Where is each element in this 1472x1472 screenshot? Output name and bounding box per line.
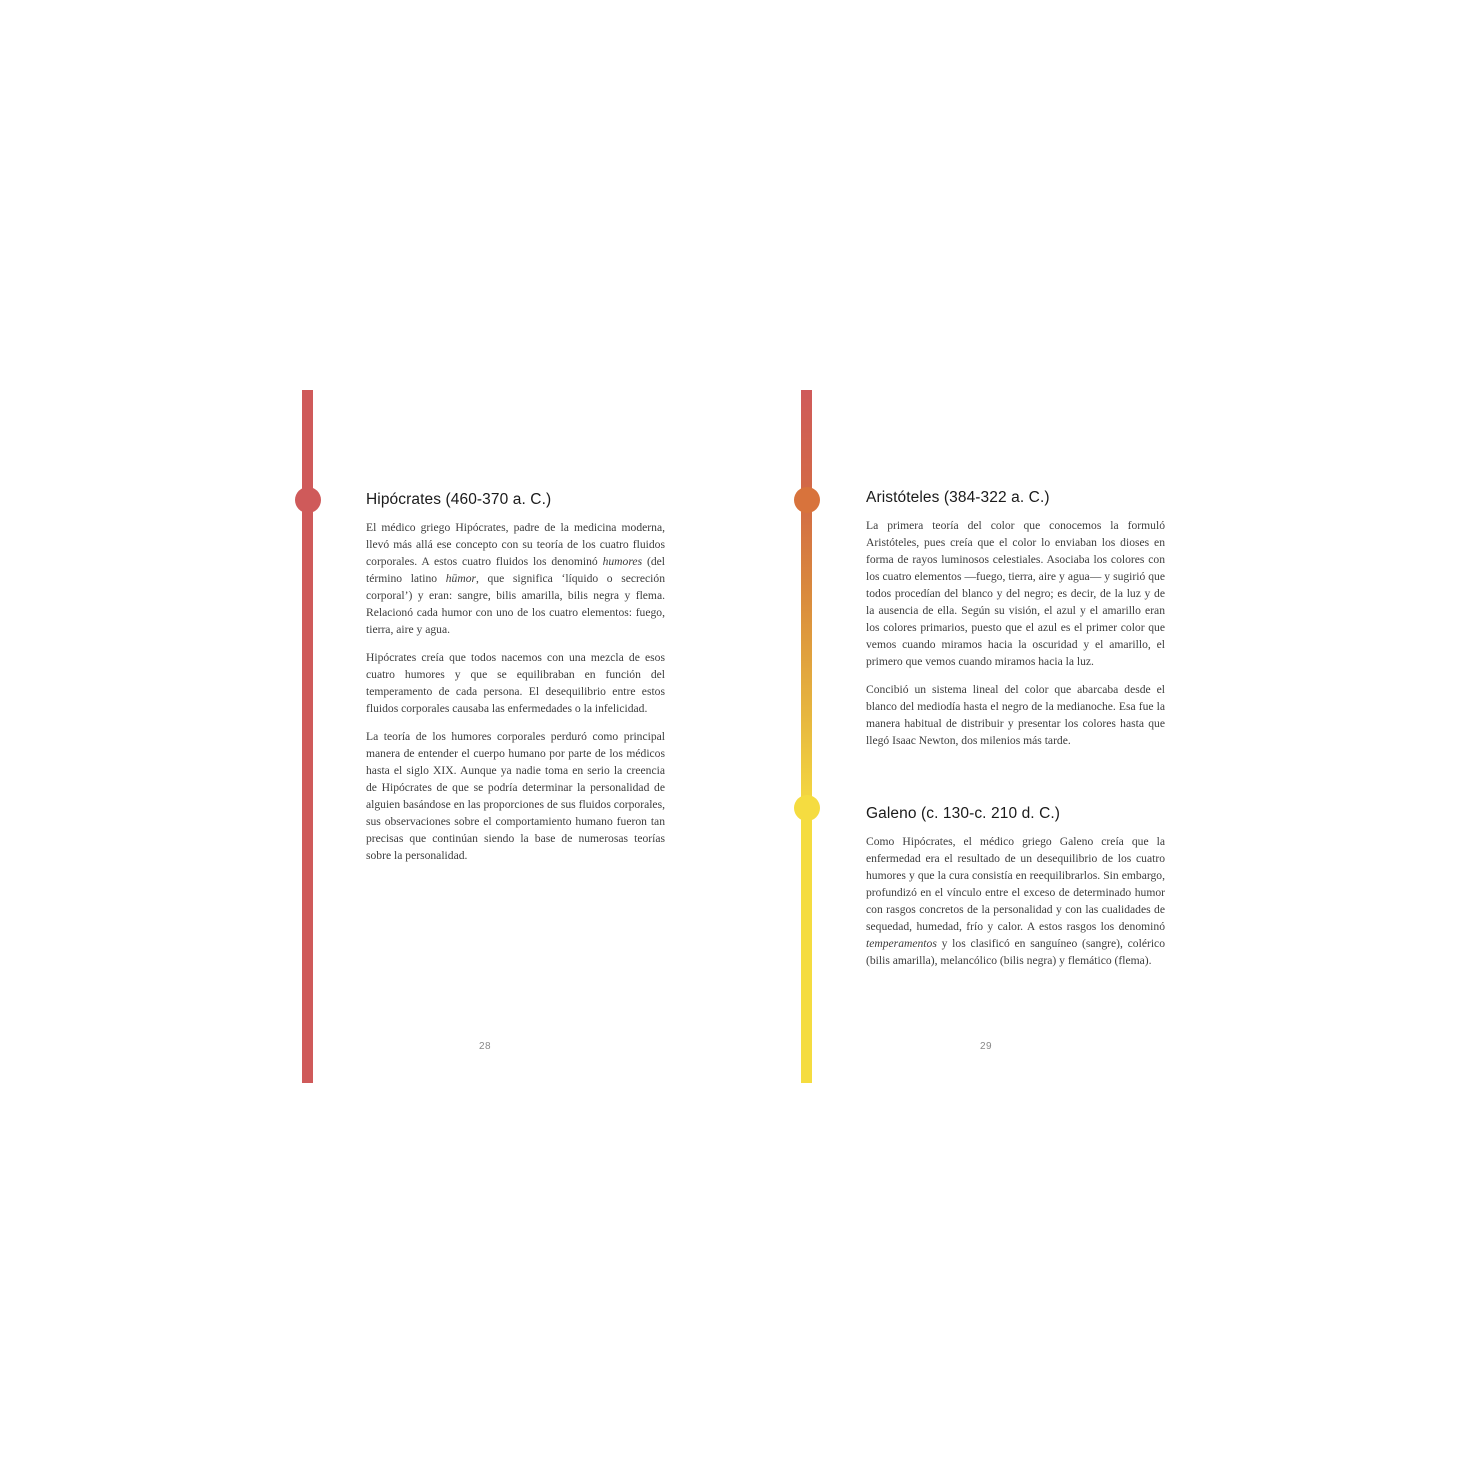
text-run: El médico griego Hipócrates, padre de la medicina moderna, llevó más allá ese concepto con su teoría de los cuatro fluidos corporales. A estos cuatro fluidos los denominó	[366, 521, 665, 568]
heading-aristoteles: Aristóteles (384-322 a. C.)	[866, 489, 1050, 506]
italic-term-humores: humores	[602, 555, 643, 568]
section-hipocrates	[366, 490, 665, 875]
section-galeno	[866, 804, 1165, 980]
page-number-left: 28	[479, 1041, 492, 1052]
paragraph-galeno-1	[866, 833, 1165, 969]
paragraph-aristoteles-2: Concibió un sistema lineal del color que abarcaba desde el blanco del mediodía hasta el negro de la medianoche. Esa fue la manera habitual de distribuir y presentar los colores hasta que llegó Isaac Newton, dos milenios más tarde.	[866, 683, 1165, 747]
paragraph-hipocrates-1	[366, 519, 665, 638]
italic-term-humor: hūmor	[445, 572, 477, 585]
paragraph-hipocrates-3: La teoría de los humores corporales perduró como principal manera de entender el cuerpo humano por parte de los médicos hasta el siglo XIX. Aunque ya nadie toma en serio la creencia de Hipócrates de que se podría determinar la personalidad de alguien basándose en las proporciones de sus fluidos corporales, sus observaciones sobre el comportamiento humano fueron tan precisas que continúan siendo la base de numerosas teorías sobre la personalidad.	[366, 730, 665, 862]
italic-term-temperamentos: temperamentos	[866, 937, 937, 950]
timeline-marker-aristoteles	[794, 487, 820, 513]
text-run: , que significa ‘líquido o secreción corporal’) y eran: sangre, bilis amarilla, bilis negra y flema. Relacionó cada humor con uno de los cuatro elementos: fuego, tierra, aire y agua.	[366, 572, 665, 636]
heading-hipocrates: Hipócrates (460-370 a. C.)	[366, 491, 552, 508]
page-number-right: 29	[980, 1041, 993, 1052]
paragraph-aristoteles-1: La primera teoría del color que conocemos la formuló Aristóteles, pues creía que el color lo enviaban los dioses en forma de rayos luminosos celestiales. Asociaba los colores con los cuatro elementos —fuego, tierra, aire y agua— y sugirió que todos procedían del blanco y del negro; es decir, de la luz y de la ausencia de ella. Según su visión, el azul y el amarillo eran los colores primarios, puesto que el azul es el primer color que vemos cuando miramos hacia la oscuridad y el amarillo, el primero que vemos cuando miramos hacia la luz.	[866, 519, 1165, 668]
timeline-marker-hipocrates	[295, 487, 321, 513]
section-aristoteles	[866, 488, 1165, 760]
text-run: y los clasificó en sanguíneo (sangre), colérico (bilis amarilla), melancólico (bilis negra) y flemático (flema).	[866, 937, 1165, 967]
text-run: (del término latino	[366, 555, 665, 585]
heading-galeno: Galeno (c. 130-c. 210 d. C.)	[866, 805, 1061, 822]
text-run: Como Hipócrates, el médico griego Galeno creía que la enfermedad era el resultado de un desequilibrio de los cuatro humores y que la cura consistía en reequilibrarlos. Sin embargo, profundizó en el vínculo entre el exceso de determinado humor con rasgos concretos de la personalidad y con las cualidades de sequedad, humedad, frío y calor. A estos rasgos los denominó	[866, 835, 1165, 933]
paragraph-hipocrates-2: Hipócrates creía que todos nacemos con una mezcla de esos cuatro humores y que se equilibraban en función del temperamento de cada persona. El desequilibrio entre estos fluidos corporales causaba las enfermedades o la infelicidad.	[366, 651, 665, 715]
timeline-marker-galeno	[794, 795, 820, 821]
